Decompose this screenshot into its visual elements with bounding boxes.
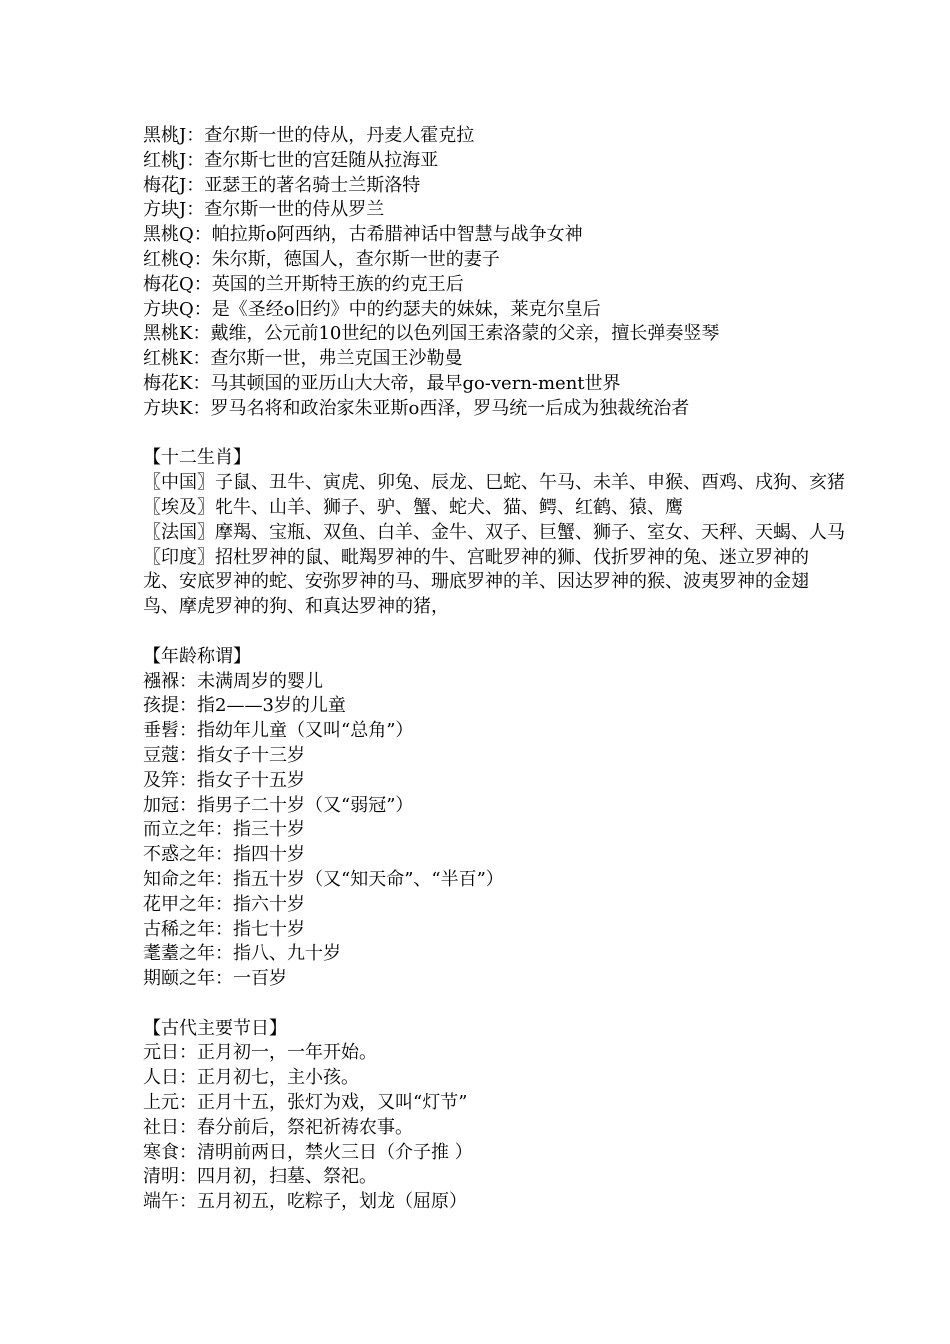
zodiac-section	[143, 446, 845, 620]
card-line-heart-queen: 红桃Q：朱尔斯，德国人，查尔斯一世的妻子	[143, 248, 500, 270]
age-term-line: 期颐之年：一百岁	[143, 968, 287, 990]
card-line-heart-king: 红桃K：查尔斯一世，弗兰克国王沙勒曼	[143, 348, 463, 370]
card-line-heart-jack: 红桃J：查尔斯七世的宫廷随从拉海亚	[143, 149, 439, 171]
festival-line: 元日：正月初一，一年开始。	[143, 1042, 377, 1064]
age-term-line: 古稀之年：指七十岁	[143, 918, 305, 940]
age-term-line: 而立之年：指三十岁	[143, 819, 305, 841]
section-spacer	[143, 620, 815, 645]
zodiac-paragraph-india: 〖印度〗招杜罗神的鼠、毗羯罗神的牛、宫毗罗神的狮、伐折罗神的兔、迷立罗神的龙、安底罗神的蛇、安弥罗神的马、珊底罗神的羊、因达罗神的猴、波夷罗神的金翅鸟、摩虎罗神的狗、和真达罗神的猪，	[143, 546, 809, 618]
card-line-club-jack: 梅花J：亚瑟王的著名骑士兰斯洛特	[143, 174, 421, 196]
age-term-line: 不惑之年：指四十岁	[143, 844, 305, 866]
card-line-spade-queen: 黑桃Q：帕拉斯o阿西纳，古希腊神话中智慧与战争女神	[143, 224, 583, 246]
document-body	[143, 124, 845, 1215]
festival-line: 人日：正月初七，主小孩。	[143, 1067, 359, 1089]
age-terms-section	[143, 645, 815, 992]
card-line-club-king: 梅花K：马其顿国的亚历山大大帝，最早go-vern-ment世界	[143, 372, 621, 394]
age-term-line: 知命之年：指五十岁（又“知天命”、“半百”）	[143, 868, 504, 890]
age-term-line: 及笄：指女子十五岁	[143, 769, 305, 791]
age-term-line: 加冠：指男子二十岁（又“弱冠”）	[143, 794, 414, 816]
festival-line: 寒食：清明前两日，禁火三日（介子推 ）	[143, 1141, 473, 1163]
age-term-line: 耄耋之年：指八、九十岁	[143, 943, 341, 965]
age-terms-heading: 【年龄称谓】	[143, 645, 251, 667]
festival-line: 端午：五月初五，吃粽子，划龙（屈原）	[143, 1191, 467, 1213]
age-term-line: 花甲之年：指六十岁	[143, 893, 305, 915]
card-line-spade-jack: 黑桃J：查尔斯一世的侍从，丹麦人霍克拉	[143, 125, 475, 146]
section-spacer	[143, 422, 815, 447]
zodiac-line-egypt: 〖埃及〗牝牛、山羊、狮子、驴、蟹、蛇犬、猫、鳄、红鹤、猿、鹰	[143, 496, 683, 518]
card-line-club-queen: 梅花Q：英国的兰开斯特王族的约克王后	[143, 273, 464, 295]
card-line-diamond-jack: 方块J：查尔斯一世的侍从罗兰	[143, 199, 385, 221]
festival-line: 清明：四月初，扫墓、祭祀。	[143, 1166, 377, 1188]
age-term-line: 襁褓：未满周岁的婴儿	[143, 670, 323, 692]
festival-line: 社日：春分前后，祭祀祈祷农事。	[143, 1116, 413, 1138]
age-term-line: 垂髫：指幼年儿童（又叫“总角”）	[143, 720, 414, 742]
card-line-diamond-queen: 方块Q：是《圣经o旧约》中的约瑟夫的妹妹，莱克尔皇后	[143, 298, 601, 320]
zodiac-heading: 【十二生肖】	[143, 447, 251, 469]
festivals-section	[143, 1017, 815, 1215]
card-line-spade-king: 黑桃K：戴维，公元前10世纪的以色列国王索洛蒙的父亲，擅长弹奏竖琴	[143, 323, 720, 345]
age-term-line: 豆蔻：指女子十三岁	[143, 744, 305, 766]
age-term-line: 孩提：指2——3岁的儿童	[143, 695, 346, 717]
playing-card-figures-section	[143, 124, 815, 422]
card-line-diamond-king: 方块K：罗马名将和政治家朱亚斯o西泽，罗马统一后成为独裁统治者	[143, 397, 690, 419]
zodiac-line-france: 〖法国〗摩羯、宝瓶、双鱼、白羊、金牛、双子、巨蟹、狮子、室女、天秤、天蝎、人马	[143, 521, 845, 543]
section-spacer	[143, 992, 815, 1017]
festival-line: 上元：正月十五，张灯为戏，又叫“灯节”	[143, 1092, 468, 1114]
zodiac-line-china: 〖中国〗子鼠、丑牛、寅虎、卯兔、辰龙、巳蛇、午马、未羊、申猴、酉鸡、戌狗、亥猪	[143, 472, 845, 494]
festivals-heading: 【古代主要节日】	[143, 1017, 287, 1039]
